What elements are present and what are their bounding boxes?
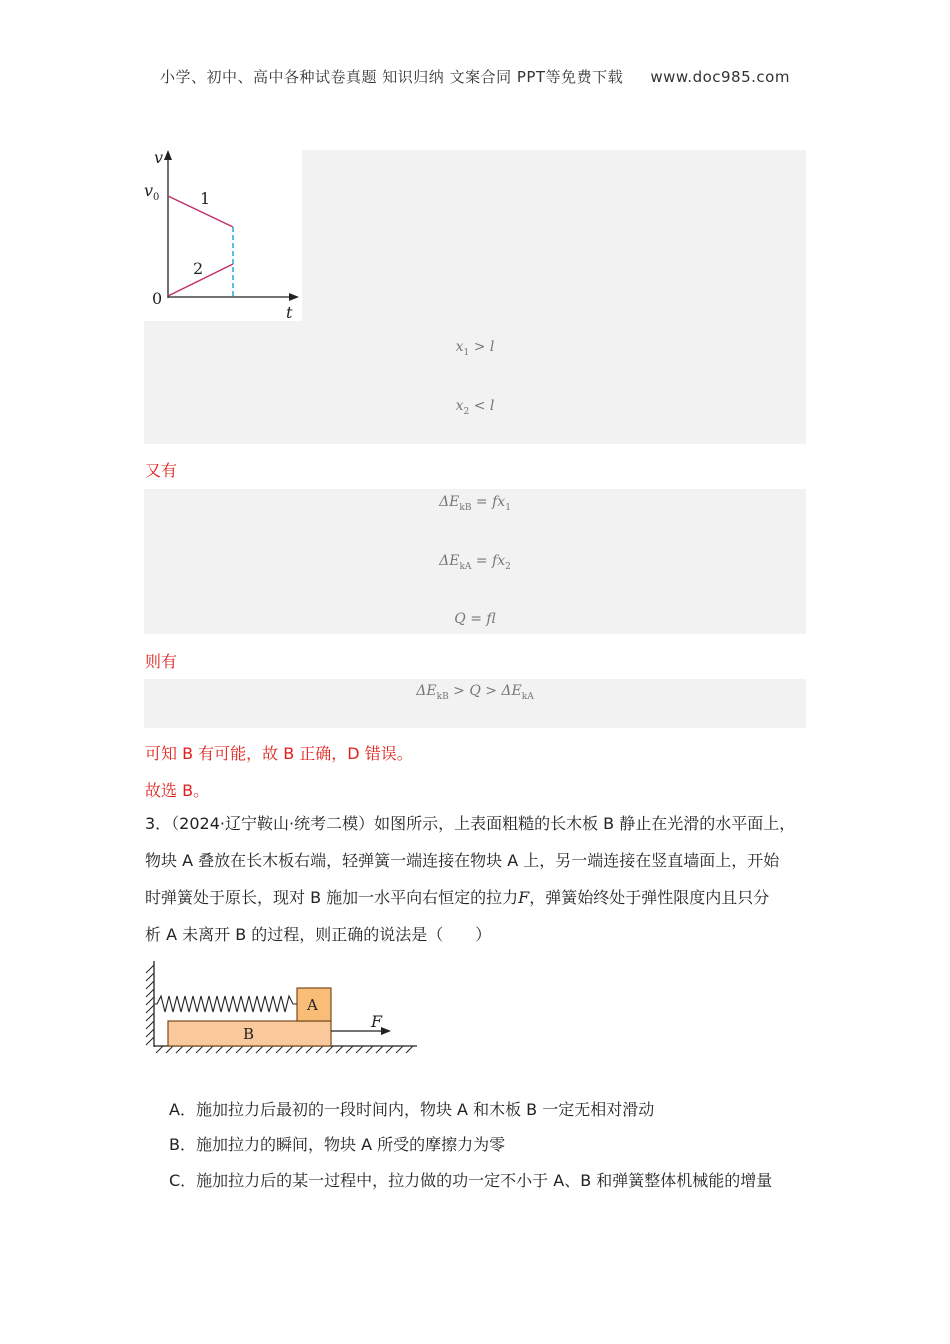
formula-eka: $\Delta E_{kA} = fx_2$ (439, 553, 511, 572)
v0-label: v (144, 181, 154, 200)
formula-compare: $\Delta E_{kB} > Q > \Delta E_{kA}$ (416, 683, 534, 702)
vt-graph (142, 146, 302, 321)
formula-x2: $x_2 < l$ (455, 398, 495, 417)
spring (154, 996, 297, 1012)
question-3 (145, 805, 815, 953)
question-line-3: 时弹簧处于原长，现对 B 施加一水平向右恒定的拉力F，弹簧始终处于弹性限度内且只分 (145, 888, 770, 907)
formula-ekb: $\Delta E_{kB} = fx_1$ (439, 494, 511, 513)
option-A: A．施加拉力后最初的一段时间内，物块 A 和木板 B 一定无相对滑动 (169, 1100, 655, 1119)
option-B: B．施加拉力的瞬间，物块 A 所受的摩擦力为零 (169, 1135, 506, 1154)
formula-x1: $x_1 > l$ (455, 339, 495, 358)
question-line-2: 物块 A 叠放在长木板右端，轻弹簧一端连接在物块 A 上，另一端连接在竖直墙面上，开始 (145, 851, 780, 870)
board-B-label: B (243, 1025, 255, 1043)
text-choice: 故选 B。 (145, 781, 210, 800)
header-site-link[interactable]: www.doc985.com (650, 68, 790, 86)
header-title: 小学、初中、高中各种试卷真题 知识归纳 文案合同 PPT等免费下载 (160, 68, 624, 86)
text-youyou: 又有 (145, 461, 178, 480)
spring-block-figure (143, 957, 423, 1057)
block-A-label: A (307, 996, 318, 1014)
option-C: C．施加拉力后的某一过程中，拉力做的功一定不小于 A、B 和弹簧整体机械能的增量 (169, 1171, 773, 1190)
ground-hatch (156, 1046, 413, 1053)
v-axis-label: v (154, 148, 164, 167)
formula-block-1 (301, 150, 806, 319)
force-arrowhead (381, 1027, 391, 1035)
origin-label: 0 (152, 289, 163, 308)
v0-subscript: 0 (153, 192, 160, 203)
t-axis-label: t (286, 303, 293, 321)
page-header (0, 66, 950, 87)
line-1-label: 1 (200, 189, 211, 208)
text-conclusion: 可知 B 有可能，故 B 正确，D 错误。 (145, 744, 413, 763)
question-line-1: 3．（2024·辽宁鞍山·统考二模）如图所示，上表面粗糙的长木板 B 静止在光滑的水平面上， (145, 814, 796, 833)
question-line-4: 析 A 未离开 B 的过程，则正确的说法是（ ） (145, 925, 492, 944)
line-2-label: 2 (193, 259, 204, 278)
text-zeyou: 则有 (145, 652, 178, 671)
force-label: F (371, 1012, 383, 1031)
formula-q: Q = fl (454, 611, 496, 627)
wall-hatch (146, 965, 154, 1045)
formula-block-1b (144, 319, 806, 444)
